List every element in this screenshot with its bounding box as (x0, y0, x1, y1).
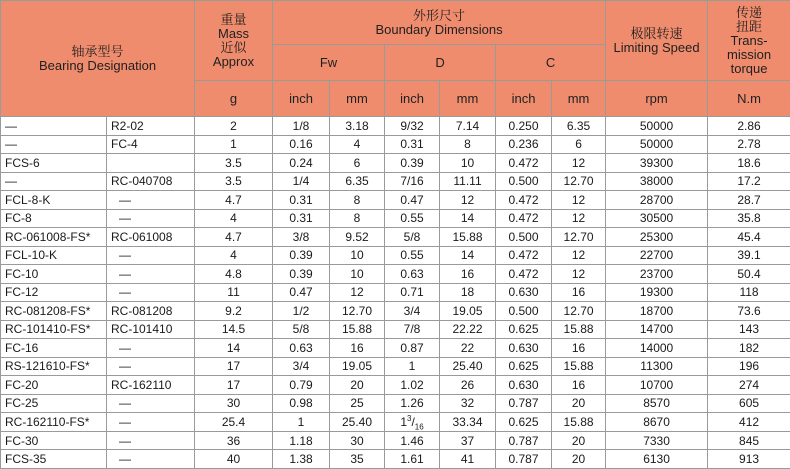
cell-fw-inch: 1.18 (273, 431, 330, 450)
cell-mass: 3.5 (195, 154, 273, 173)
fraction-slash: / (411, 415, 415, 429)
cell-designation: FC-20 (1, 376, 107, 395)
cell-d-mm: 16 (440, 265, 496, 284)
cell-alt: — (107, 339, 195, 358)
cell-designation: FCS-6 (1, 154, 107, 173)
cell-fw-mm: 12 (330, 283, 385, 302)
cell-fw-inch: 1/8 (273, 117, 330, 136)
cell-designation: FC-30 (1, 431, 107, 450)
cell-fw-inch: 0.63 (273, 339, 330, 358)
cell-c-mm: 12.70 (552, 302, 606, 321)
cell-alt: — (107, 394, 195, 413)
unit-mass: g (195, 81, 273, 117)
table-row (1, 357, 790, 376)
cell-c-mm: 15.88 (552, 413, 606, 432)
cell-alt: — (107, 246, 195, 265)
cell-designation: FCL-10-K (1, 246, 107, 265)
cell-c-inch: 0.787 (496, 394, 552, 413)
cell-c-mm: 15.88 (552, 320, 606, 339)
cell-d-inch: 9/32 (385, 117, 440, 136)
cell-speed: 7330 (606, 431, 708, 450)
cell-alt: R2-02 (107, 117, 195, 136)
cell-c-inch: 0.630 (496, 283, 552, 302)
cell-torque: 143 (708, 320, 790, 339)
cell-speed: 10700 (606, 376, 708, 395)
cell-c-mm: 16 (552, 283, 606, 302)
cell-mass: 25.4 (195, 413, 273, 432)
cell-alt: — (107, 191, 195, 210)
cell-torque: 412 (708, 413, 790, 432)
cell-mass: 9.2 (195, 302, 273, 321)
cell-d-inch: 1.26 (385, 394, 440, 413)
cell-mass: 4.7 (195, 191, 273, 210)
cell-c-mm: 16 (552, 376, 606, 395)
table-row (1, 265, 790, 284)
cell-fw-mm: 10 (330, 265, 385, 284)
cell-d-mm: 26 (440, 376, 496, 395)
header-c: C (496, 45, 606, 81)
cell-designation: — (1, 117, 107, 136)
cell-fw-inch: 0.39 (273, 246, 330, 265)
table-row (1, 283, 790, 302)
cell-mass: 40 (195, 450, 273, 469)
cell-c-mm: 20 (552, 394, 606, 413)
cell-fw-mm: 9.52 (330, 228, 385, 247)
cell-designation: FC-8 (1, 209, 107, 228)
cell-d-inch: 0.31 (385, 135, 440, 154)
cell-d-inch: 7/16 (385, 172, 440, 191)
cell-fw-inch: 1.38 (273, 450, 330, 469)
header-mass (195, 1, 273, 81)
cell-d-inch: 7/8 (385, 320, 440, 339)
unit-c-inch: inch (496, 81, 552, 117)
header-mass-cn1: 重量 (220, 11, 247, 27)
fraction-denominator: 16 (414, 422, 424, 432)
cell-speed: 38000 (606, 172, 708, 191)
cell-fw-mm: 8 (330, 209, 385, 228)
cell-torque: 845 (708, 431, 790, 450)
cell-designation: FC-16 (1, 339, 107, 358)
cell-designation: RC-061008-FS* (1, 228, 107, 247)
cell-fw-inch: 0.47 (273, 283, 330, 302)
cell-d-inch: 0.71 (385, 283, 440, 302)
cell-fw-mm: 20 (330, 376, 385, 395)
cell-fw-inch: 0.16 (273, 135, 330, 154)
cell-c-inch: 0.625 (496, 320, 552, 339)
cell-c-mm: 12 (552, 246, 606, 265)
cell-d-mm: 10 (440, 154, 496, 173)
cell-mass: 30 (195, 394, 273, 413)
cell-designation: FC-25 (1, 394, 107, 413)
cell-d-mm: 19.05 (440, 302, 496, 321)
table-row (1, 413, 790, 432)
cell-speed: 30500 (606, 209, 708, 228)
cell-d-inch: 0.63 (385, 265, 440, 284)
cell-d-mm: 37 (440, 431, 496, 450)
header-boundary-cn: 外形尺寸 (413, 7, 466, 23)
cell-speed: 22700 (606, 246, 708, 265)
header-designation (1, 1, 195, 117)
cell-fw-inch: 1/4 (273, 172, 330, 191)
table-row (1, 172, 790, 191)
unit-c-mm: mm (552, 81, 606, 117)
cell-fw-inch: 0.39 (273, 265, 330, 284)
cell-torque: 182 (708, 339, 790, 358)
cell-d-mm: 33.34 (440, 413, 496, 432)
header-torque-cn1: 传递 (736, 4, 763, 20)
unit-fw-inch: inch (273, 81, 330, 117)
cell-d-mm: 15.88 (440, 228, 496, 247)
table-row (1, 117, 790, 136)
header-mass-cn2: 近似 (220, 39, 247, 55)
table-body (1, 117, 790, 469)
cell-d-mm: 41 (440, 450, 496, 469)
cell-torque: 118 (708, 283, 790, 302)
header-torque-en2: mission (727, 46, 772, 62)
cell-mass: 2 (195, 117, 273, 136)
table-header (1, 1, 790, 117)
cell-d-inch: 1.46 (385, 431, 440, 450)
header-speed-en: Limiting Speed (613, 39, 700, 55)
cell-torque: 17.2 (708, 172, 790, 191)
cell-torque: 73.6 (708, 302, 790, 321)
unit-d-inch: inch (385, 81, 440, 117)
cell-d-inch: 0.55 (385, 209, 440, 228)
cell-c-inch: 0.472 (496, 246, 552, 265)
cell-mass: 4.7 (195, 228, 273, 247)
table-row (1, 339, 790, 358)
cell-c-mm: 20 (552, 431, 606, 450)
cell-torque: 196 (708, 357, 790, 376)
cell-fw-mm: 10 (330, 246, 385, 265)
cell-c-inch: 0.625 (496, 413, 552, 432)
cell-fw-mm: 8 (330, 191, 385, 210)
cell-alt: — (107, 209, 195, 228)
cell-d-inch: 0.47 (385, 191, 440, 210)
cell-mass: 11 (195, 283, 273, 302)
cell-fw-inch: 0.98 (273, 394, 330, 413)
cell-c-inch: 0.472 (496, 154, 552, 173)
cell-fw-mm: 25 (330, 394, 385, 413)
cell-mass: 17 (195, 357, 273, 376)
cell-c-mm: 12.70 (552, 172, 606, 191)
table-row (1, 246, 790, 265)
cell-designation: RC-101410-FS* (1, 320, 107, 339)
cell-fw-mm: 3.18 (330, 117, 385, 136)
cell-d-mm: 18 (440, 283, 496, 302)
cell-c-inch: 0.625 (496, 357, 552, 376)
cell-c-inch: 0.500 (496, 172, 552, 191)
cell-fw-inch: 0.24 (273, 154, 330, 173)
cell-mass: 14 (195, 339, 273, 358)
cell-d-inch: 3/4 (385, 302, 440, 321)
cell-mass: 14.5 (195, 320, 273, 339)
cell-alt: — (107, 450, 195, 469)
cell-alt: RC-162110 (107, 376, 195, 395)
cell-torque: 913 (708, 450, 790, 469)
header-boundary-en: Boundary Dimensions (375, 21, 503, 37)
table-row (1, 431, 790, 450)
table-row (1, 191, 790, 210)
cell-speed: 25300 (606, 228, 708, 247)
cell-alt: — (107, 413, 195, 432)
cell-c-mm: 12.70 (552, 228, 606, 247)
cell-designation: FCS-35 (1, 450, 107, 469)
cell-fw-mm: 35 (330, 450, 385, 469)
cell-speed: 50000 (606, 117, 708, 136)
cell-designation: RC-081208-FS* (1, 302, 107, 321)
cell-fw-inch: 3/4 (273, 357, 330, 376)
header-torque-cn2: 扭距 (736, 18, 763, 34)
table-row (1, 450, 790, 469)
header-mass-en1: Mass (217, 25, 250, 41)
cell-fw-mm: 16 (330, 339, 385, 358)
cell-fw-inch: 0.31 (273, 209, 330, 228)
cell-c-mm: 15.88 (552, 357, 606, 376)
cell-d-inch (385, 413, 440, 432)
table-row (1, 209, 790, 228)
header-designation-cn: 轴承型号 (71, 43, 124, 59)
cell-torque: 18.6 (708, 154, 790, 173)
cell-c-inch: 0.472 (496, 265, 552, 284)
cell-speed: 50000 (606, 135, 708, 154)
cell-fw-mm: 15.88 (330, 320, 385, 339)
header-torque (708, 1, 790, 81)
cell-torque: 45.4 (708, 228, 790, 247)
header-torque-en1: Trans- (730, 32, 768, 48)
cell-torque: 50.4 (708, 265, 790, 284)
cell-c-mm: 12 (552, 209, 606, 228)
cell-c-inch: 0.787 (496, 450, 552, 469)
cell-alt: — (107, 357, 195, 376)
table-row (1, 320, 790, 339)
cell-c-mm: 20 (552, 450, 606, 469)
table-row (1, 228, 790, 247)
header-designation-en: Bearing Designation (38, 57, 157, 73)
cell-d-mm: 7.14 (440, 117, 496, 136)
cell-alt: FC-4 (107, 135, 195, 154)
cell-fw-mm: 6.35 (330, 172, 385, 191)
cell-alt: — (107, 265, 195, 284)
cell-d-mm: 22 (440, 339, 496, 358)
unit-torque: N.m (708, 81, 790, 117)
cell-alt: RC-040708 (107, 172, 195, 191)
header-torque-en3: torque (730, 60, 768, 76)
cell-alt: RC-101410 (107, 320, 195, 339)
cell-d-inch: 0.39 (385, 154, 440, 173)
cell-d-mm: 14 (440, 209, 496, 228)
cell-fw-mm: 30 (330, 431, 385, 450)
table-row (1, 154, 790, 173)
cell-c-inch: 0.236 (496, 135, 552, 154)
cell-d-mm: 25.40 (440, 357, 496, 376)
cell-alt: RC-081208 (107, 302, 195, 321)
cell-speed: 6130 (606, 450, 708, 469)
cell-mass: 1 (195, 135, 273, 154)
cell-speed: 39300 (606, 154, 708, 173)
cell-d-inch: 0.55 (385, 246, 440, 265)
cell-fw-inch: 0.31 (273, 191, 330, 210)
cell-d-mm: 14 (440, 246, 496, 265)
cell-d-mm: 8 (440, 135, 496, 154)
cell-designation: — (1, 172, 107, 191)
cell-alt: RC-061008 (107, 228, 195, 247)
unit-speed: rpm (606, 81, 708, 117)
cell-c-mm: 16 (552, 339, 606, 358)
cell-speed: 18700 (606, 302, 708, 321)
table-row (1, 135, 790, 154)
cell-c-mm: 6.35 (552, 117, 606, 136)
cell-d-inch: 1.02 (385, 376, 440, 395)
cell-d-mm: 12 (440, 191, 496, 210)
cell-torque: 605 (708, 394, 790, 413)
cell-d-mm: 22.22 (440, 320, 496, 339)
cell-c-inch: 0.472 (496, 191, 552, 210)
cell-alt: — (107, 431, 195, 450)
cell-fw-inch: 0.79 (273, 376, 330, 395)
fraction-numerator: 3 (407, 414, 412, 423)
cell-speed: 8670 (606, 413, 708, 432)
cell-speed: 14000 (606, 339, 708, 358)
cell-mass: 36 (195, 431, 273, 450)
cell-speed: 11300 (606, 357, 708, 376)
cell-c-inch: 0.630 (496, 376, 552, 395)
cell-c-mm: 12 (552, 191, 606, 210)
cell-fw-mm: 19.05 (330, 357, 385, 376)
cell-alt: — (107, 283, 195, 302)
header-speed-cn: 极限转速 (630, 25, 683, 41)
cell-torque: 2.86 (708, 117, 790, 136)
cell-d-inch: 5/8 (385, 228, 440, 247)
fraction-whole: 1 (400, 415, 407, 429)
cell-mass: 17 (195, 376, 273, 395)
cell-fw-mm: 6 (330, 154, 385, 173)
cell-torque: 2.78 (708, 135, 790, 154)
cell-speed: 28700 (606, 191, 708, 210)
header-limiting-speed (606, 1, 708, 81)
cell-designation: RC-162110-FS* (1, 413, 107, 432)
cell-c-mm: 12 (552, 265, 606, 284)
header-d: D (385, 45, 496, 81)
cell-fw-mm: 25.40 (330, 413, 385, 432)
cell-c-inch: 0.500 (496, 302, 552, 321)
cell-c-mm: 6 (552, 135, 606, 154)
cell-fw-mm: 12.70 (330, 302, 385, 321)
cell-d-inch: 1.61 (385, 450, 440, 469)
cell-d-mm: 11.11 (440, 172, 496, 191)
cell-d-mm: 32 (440, 394, 496, 413)
cell-designation: FC-12 (1, 283, 107, 302)
cell-mass: 4 (195, 246, 273, 265)
cell-mass: 4.8 (195, 265, 273, 284)
cell-torque: 28.7 (708, 191, 790, 210)
cell-speed: 8570 (606, 394, 708, 413)
cell-c-inch: 0.250 (496, 117, 552, 136)
cell-mass: 3.5 (195, 172, 273, 191)
table-row (1, 376, 790, 395)
table-row (1, 394, 790, 413)
cell-torque: 274 (708, 376, 790, 395)
cell-torque: 39.1 (708, 246, 790, 265)
cell-designation: — (1, 135, 107, 154)
cell-fw-inch: 5/8 (273, 320, 330, 339)
cell-d-inch: 1 (385, 357, 440, 376)
header-mass-en2: Approx (212, 53, 255, 69)
cell-designation: FC-10 (1, 265, 107, 284)
cell-speed: 19300 (606, 283, 708, 302)
header-fw: Fw (273, 45, 385, 81)
header-boundary-dimensions (273, 1, 606, 45)
cell-mass: 4 (195, 209, 273, 228)
cell-c-inch: 0.472 (496, 209, 552, 228)
cell-torque: 35.8 (708, 209, 790, 228)
cell-c-inch: 0.500 (496, 228, 552, 247)
cell-c-inch: 0.787 (496, 431, 552, 450)
cell-fw-inch: 1 (273, 413, 330, 432)
cell-c-mm: 12 (552, 154, 606, 173)
cell-d-inch: 0.87 (385, 339, 440, 358)
cell-fw-inch: 3/8 (273, 228, 330, 247)
cell-speed: 14700 (606, 320, 708, 339)
cell-alt (107, 154, 195, 173)
cell-fw-mm: 4 (330, 135, 385, 154)
unit-d-mm: mm (440, 81, 496, 117)
unit-fw-mm: mm (330, 81, 385, 117)
cell-designation: FCL-8-K (1, 191, 107, 210)
cell-speed: 23700 (606, 265, 708, 284)
cell-c-inch: 0.630 (496, 339, 552, 358)
cell-fw-inch: 1/2 (273, 302, 330, 321)
cell-designation: RS-121610-FS* (1, 357, 107, 376)
table-row (1, 302, 790, 321)
